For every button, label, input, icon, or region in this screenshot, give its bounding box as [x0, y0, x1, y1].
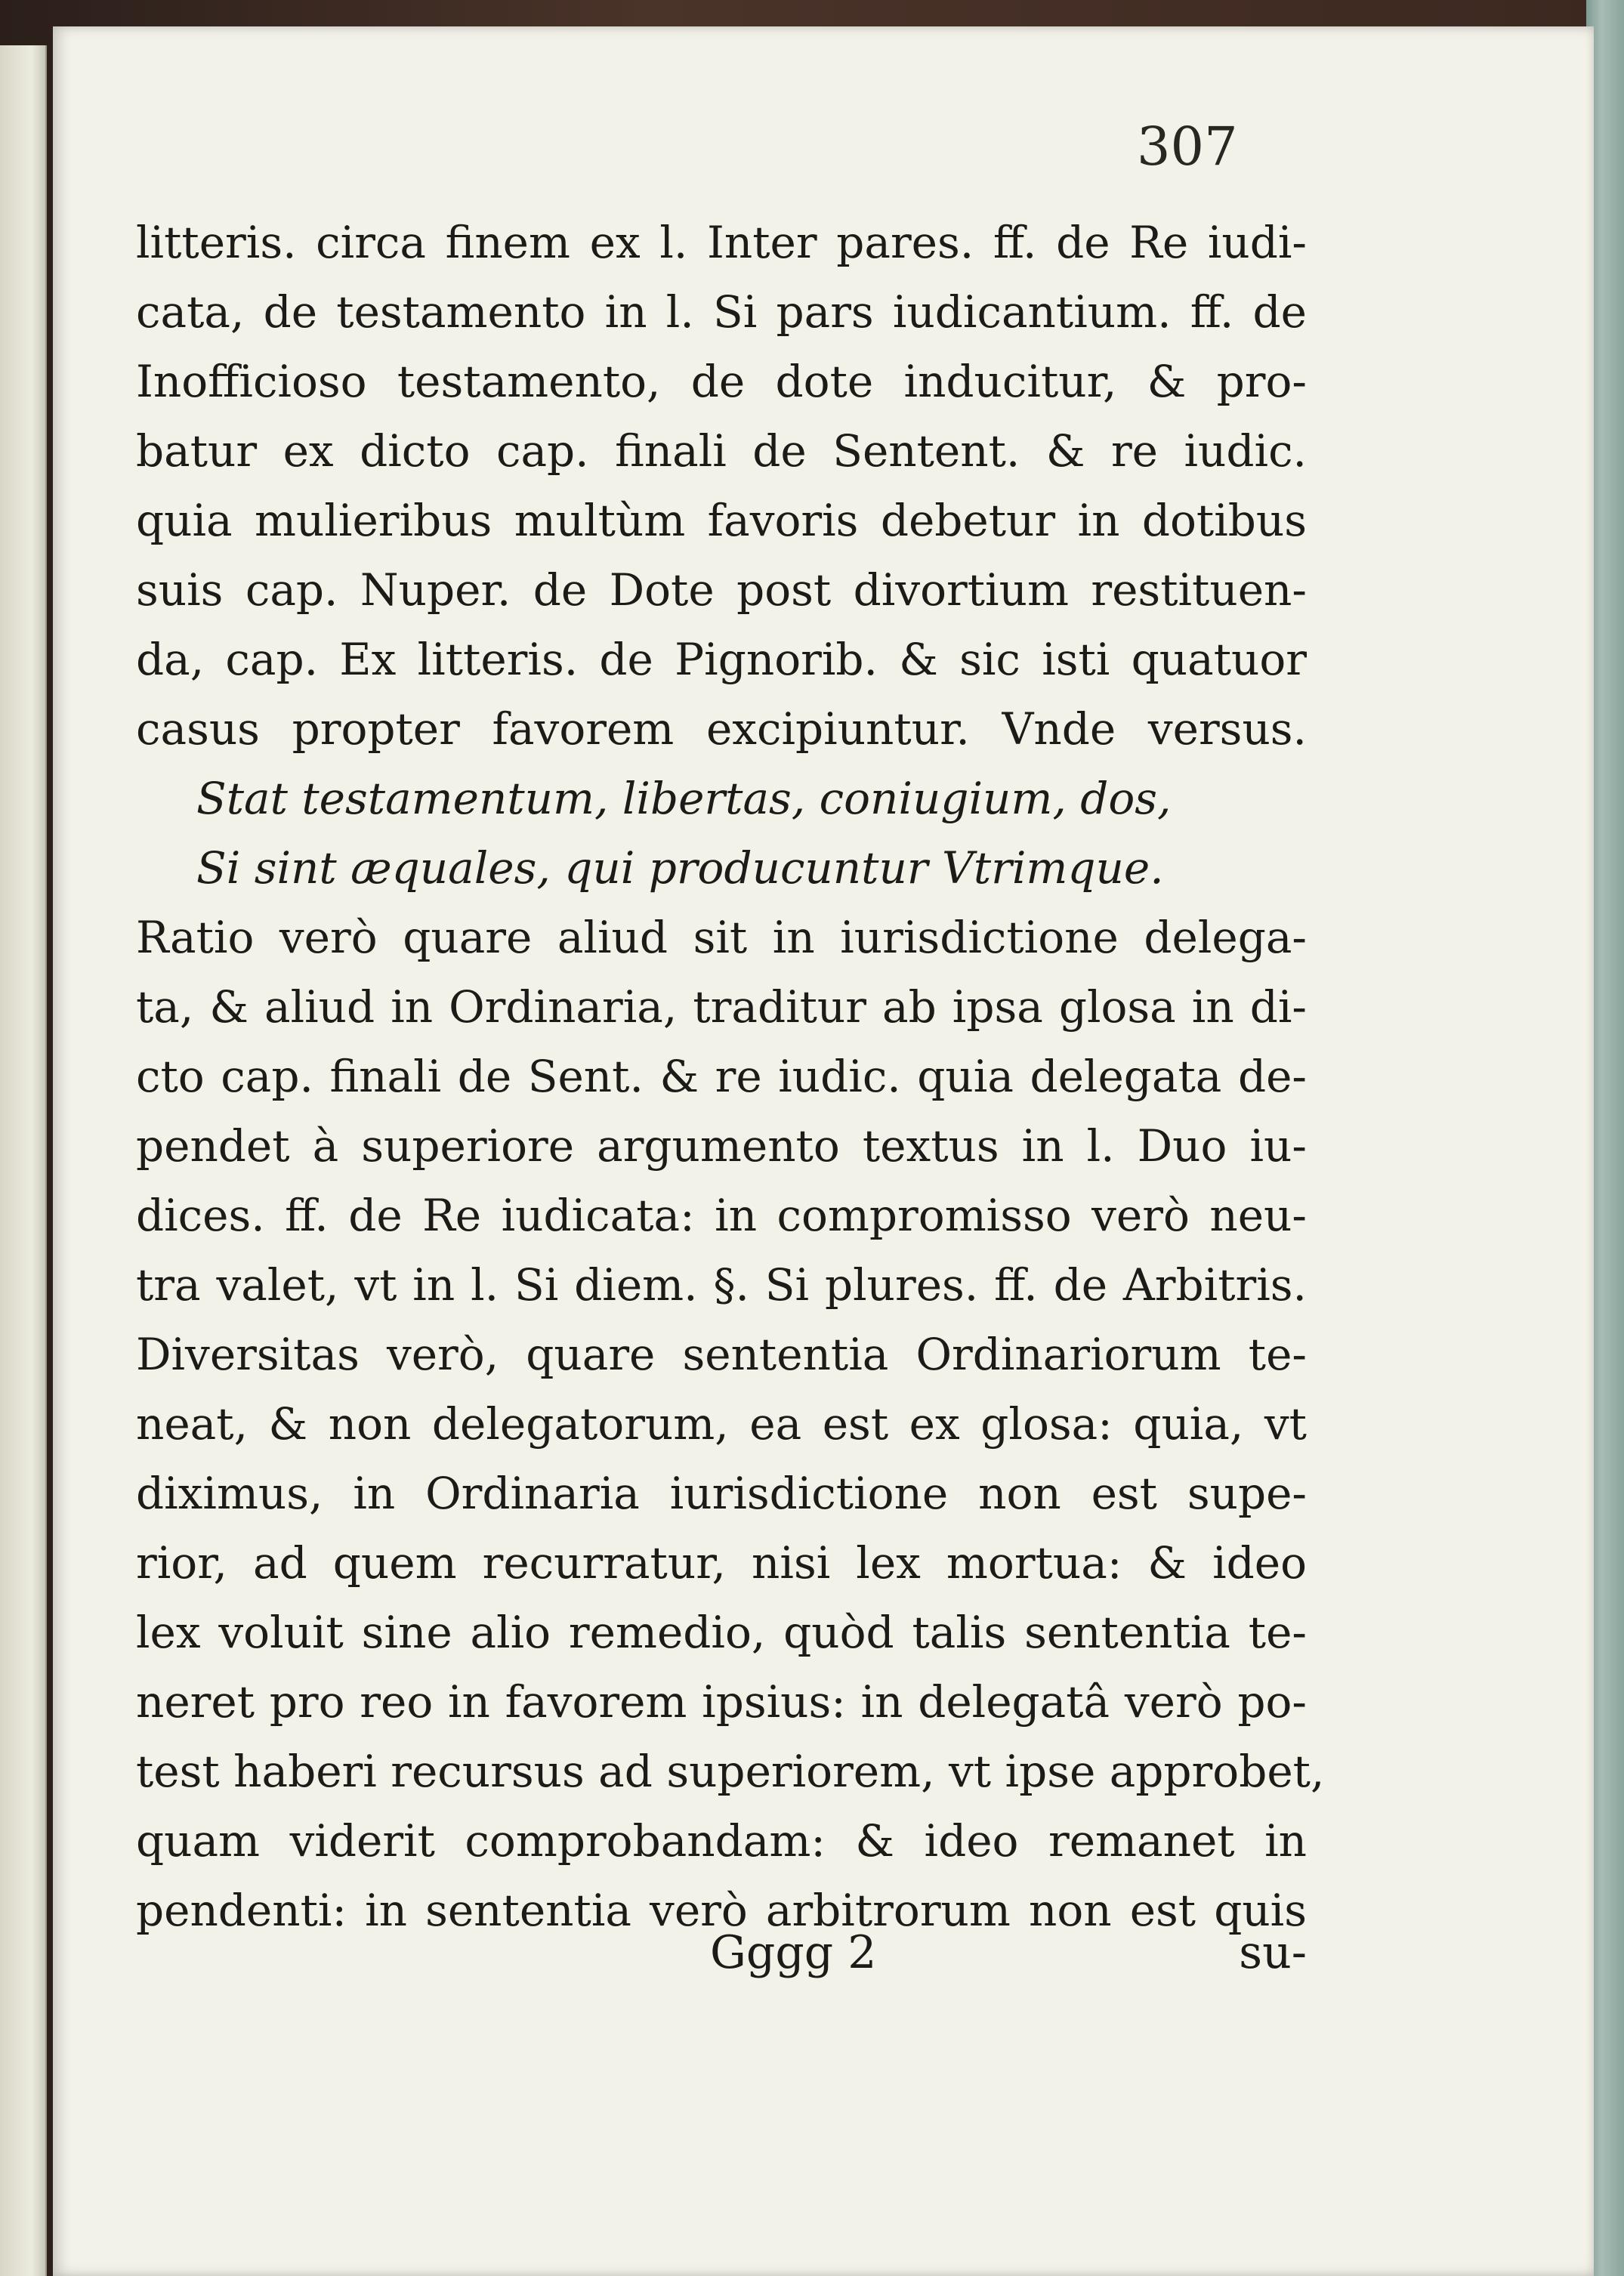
book-page: [53, 26, 1594, 2276]
text-line: neret pro reo in favorem ipsius: in delegatâ verò po-: [136, 1676, 1307, 1728]
text-line: dices. ff. de Re iudicata: in compromisso verò neu-: [136, 1190, 1307, 1241]
text-line: batur ex dicto cap. finali de Sentent. & re iudic.: [136, 425, 1307, 477]
text-line: test haberi recursus ad superiorem, vt ipse approbet,: [136, 1746, 1325, 1797]
text-line: neat, & non delegatorum, ea est ex glosa: quia, vt: [136, 1398, 1307, 1450]
signature-mark: Gggg 2: [710, 1926, 877, 1979]
verse-line: Si sint æquales, qui producuntur Vtrimque.: [196, 842, 1164, 894]
text-line: Inofficioso testamento, de dote inducitur, & pro-: [136, 356, 1307, 407]
text-line: cata, de testamento in l. Si pars iudicantium. ff. de: [136, 286, 1307, 338]
text-line: litteris. circa finem ex l. Inter pares. ff. de Re iudi-: [136, 217, 1307, 268]
text-line: Diversitas verò, quare sententia Ordinariorum te-: [136, 1329, 1307, 1380]
text-line: quia mulieribus multùm favoris debetur in dotibus: [136, 495, 1307, 546]
text-line: rior, ad quem recurratur, nisi lex mortua: & ideo: [136, 1537, 1307, 1589]
text-line: casus propter favorem excipiuntur. Vnde versus.: [136, 703, 1307, 755]
text-line: diximus, in Ordinaria iurisdictione non est supe-: [136, 1468, 1307, 1519]
text-line: suis cap. Nuper. de Dote post divortium restituen-: [136, 564, 1307, 616]
text-line: pendenti: in sententia verò arbitrorum non est quis: [136, 1885, 1307, 1936]
text-line: ta, & aliud in Ordinaria, traditur ab ipsa glosa in di-: [136, 981, 1307, 1033]
body-text: [136, 208, 1325, 1945]
text-line: lex voluit sine alio remedio, quòd talis sententia te-: [136, 1607, 1307, 1658]
text-line: cto cap. finali de Sent. & re iudic. quia delegata de-: [136, 1051, 1307, 1102]
previous-page-edge: [0, 45, 47, 2276]
verse-line: Stat testamentum, libertas, coniugium, dos,: [196, 773, 1172, 824]
text-line: pendet à superiore argumento textus in l. Duo iu-: [136, 1120, 1307, 1172]
catchword: su-: [1239, 1926, 1307, 1979]
text-line: Ratio verò quare aliud sit in iurisdictione delega-: [136, 912, 1307, 963]
text-line: tra valet, vt in l. Si diem. §. Si plures. ff. de Arbitris.: [136, 1259, 1307, 1311]
page-footer: [136, 1926, 1307, 1994]
page-number: 307: [1137, 116, 1238, 178]
text-line: da, cap. Ex litteris. de Pignorib. & sic isti quatuor: [136, 634, 1307, 685]
text-line: quam viderit comprobandam: & ideo remanet in: [136, 1815, 1307, 1867]
